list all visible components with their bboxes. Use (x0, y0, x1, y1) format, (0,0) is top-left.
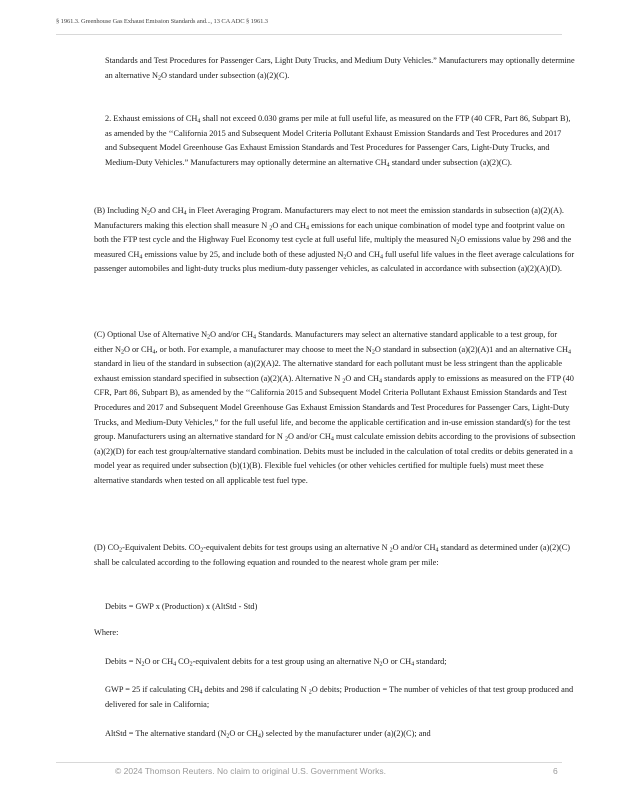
paragraph-b-fleet-averaging: (B) Including $N_2O$ and $CH_4$ in Fleet Averaging Program. Manufacturers may elect to not meet the emission standards in subsection (a)(2)(A). Manufacturers making this election shall measure N $_2$O and $CH_4$ emissions for each unique combination of model type and footprint value on both the FTP test cycle and the Highway Fuel Economy test cycle at full useful life, multiply the measured $N_2O$ emissions value by 298 and the measured $CH_4$ emissions value by 25, and include both of these adjusted $N_2O$ and $CH_4$ full useful life values in the fleet average calculations for passenger automobiles and light-duty trucks plus medium-duty passenger vehicles, as calculated in accordance with subsection (a)(2)(A)(D). (94, 206, 575, 274)
running-head: § 1961.3. Greenhouse Gas Exhaust Emission Standards and..., 13 CA ADC § 1961.3 (56, 18, 268, 25)
definition-debits: Debits = $N_2O$ or $CH_4$ $CO_2$-equivalent debits for a test group using an alternative $N_2O$ or $CH_4$ standard; (105, 657, 447, 668)
definition-altstd: AltStd = The alternative standard ($N_2O$ or $CH_4$) selected by the manufacturer under (a)(2)(C); and (105, 729, 431, 740)
header-rule (56, 34, 562, 35)
where-label: Where: (94, 628, 119, 637)
paragraph-c-alternative-standards: (C) Optional Use of Alternative $N_2O$ and/or $CH_4$ Standards. Manufacturers may select an alternative standard applicable to a test group, for either $N_2O$ or $CH_4$, or both. For example, a manufacturer may choose to meet the $N_2O$ standard in subsection (a)(2)(A)1 and an alternative $CH_4$ standard in lieu of the standard in subsection (a)(2)(A)2. The alternative standard for each pollutant must be less stringent than the applicable exhaust emission standard specified in subsection (a)(2)(A). Alternative N $_2$O and $CH_4$ standards apply to emissions as measured on the FTP (40 CFR, Part 86, Subpart B), as amended by the ‘‘California 2015 and Subsequent Model Criteria Pollutant Exhaust Emission Standards and Test Procedures and 2017 and Subsequent Model Greenhouse Gas Exhaust Emission Standards and Test Procedures for Passenger Cars, Light-Duty Trucks, and Medium-Duty Vehicles,” for the full useful life, and become the applicable certification and in-use emission standard(s) for the test group. Manufacturers using an alternative standard for N $_2$O and/or $CH_4$ must calculate emission debits according to the provisions of subsection (a)(2)(D) for each test group/alternative standard combination. Debits must be included in the calculation of total credits or debits generated in a model year as required under subsection (b)(1)(B). Flexible fuel vehicles (or other vehicles certified for multiple fuels) must meet these alternative standards when tested on all applicable test fuel type. (94, 330, 576, 485)
footer-copyright: © 2024 Thomson Reuters. No claim to original U.S. Government Works. (115, 766, 386, 776)
page-number: 6 (553, 766, 558, 776)
debits-equation: Debits = GWP x (Production) x (AltStd - Std) (105, 602, 258, 611)
footer-rule (56, 762, 562, 763)
paragraph-ch4-standard: 2. Exhaust emissions of $CH_4$ shall not exceed 0.030 grams per mile at full useful life, as measured on the FTP (40 CFR, Part 86, Subpart B), as amended by the ‘‘California 2015 and Subsequent Model Criteria Pollutant Exhaust Emission Standards and Test Procedures and 2017 and Subsequent Model Greenhouse Gas Exhaust Emission Standards and Test Procedures for Passenger Cars, Light-Duty Trucks, and Medium-Duty Vehicles.” Manufacturers may optionally determine an alternative $CH_4$ standard under subsection (a)(2)(C). (105, 114, 571, 169)
paragraph-d-debits: (D) $CO_2$-Equivalent Debits. $CO_2$-equivalent debits for test groups using an alternative N $_2$O and/or $CH_4$ standard as determined under (a)(2)(C) shall be calculated according to the following equation and rounded to the nearest whole gram per mile: (94, 543, 571, 567)
paragraph-continuation: Standards and Test Procedures for Passenger Cars, Light Duty Trucks, and Medium Duty Vehicles.” Manufacturers may optionally determine an alternative $N_2O$ standard under subsection (a)(2)(C). (105, 56, 575, 82)
definition-gwp: GWP = 25 if calculating $CH_4$ debits and 298 if calculating N $_2$O debits; Production = The number of vehicles of that test group produced and delivered for sale in California; (105, 685, 574, 709)
